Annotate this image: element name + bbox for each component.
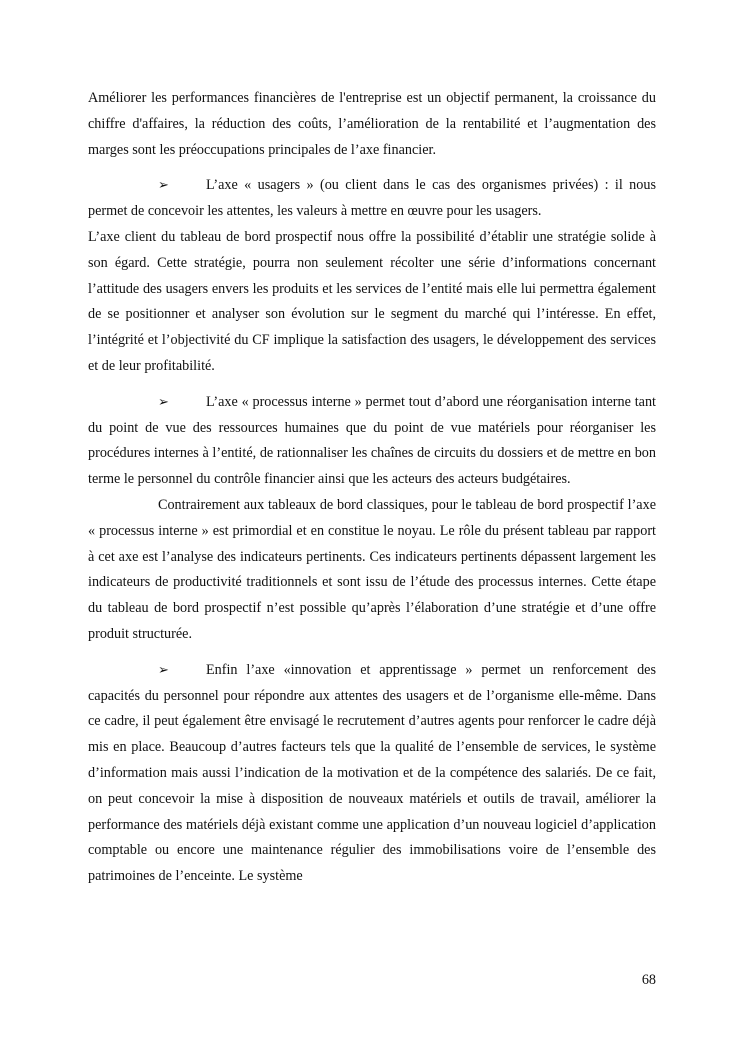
arrowhead-bullet-icon: ➢: [158, 178, 169, 194]
paragraph-gap: [88, 648, 656, 658]
paragraph-processus-interne: Contrairement aux tableaux de bord classiques, pour le tableau de bord prospectif l’axe « processus interne » est primordial et en constitue le noyau. Le rôle du présent tableau par rapport à cet axe est l’analyse des indicateurs pertinents. Ces indicateurs pertinents dépassent largement les indicateurs de productivité traditionnels et sont issu de l’étude des processus internes. Cette étape du tableau de bord prospectif n’est possible qu’après l’élaboration d’une stratégie et d’une offre produit structurée.: [88, 496, 656, 642]
arrowhead-bullet-icon: ➢: [158, 394, 169, 410]
paragraph-gap: [88, 163, 656, 173]
bullet-axe-innovation-text: Enfin l’axe «innovation et apprentissage » permet un renforcement des capacités du personnel pour répondre aux attentes des usagers et de l’organisme elle-même. Dans ce cadre, il peut également être envisagé le recrutement d’autres agents pour renforcer le cadre déjà mis en place. Beaucoup d’autres facteurs tels que la qualité de l’ensemble de services, le système d’information mais aussi l’indication de la motivation et de la compétence des salariés. De ce fait, on peut concevoir la mise à disposition de nouveaux matériels et outils de travail, améliorer la performance des matériels déjà existant comme une application d’un nouveau logiciel d’application comptable ou encore une maintenance régulier des immobilisations voire de l’ensemble des patrimoines de l’enceinte. Le système: [88, 661, 656, 885]
body-text: [88, 86, 656, 890]
arrowhead-bullet-icon: ➢: [158, 662, 169, 678]
paragraph-gap: [88, 380, 656, 390]
bullet-axe-usagers-text: L’axe « usagers » (ou client dans le cas des organismes privées) : il nous permet de concevoir les attentes, les valeurs à mettre en œuvre pour les usagers.: [88, 177, 656, 220]
bullet-axe-processus-interne: [88, 390, 656, 493]
bullet-axe-innovation: [88, 658, 656, 890]
bullet-axe-processus-interne-text: L’axe « processus interne » permet tout d’abord une réorganisation interne tant du point de vue des ressources humaines que du point de vue matériels pour réorganiser les procédures internes à l’entité, de rationnaliser les chaînes de circuits du dossiers et de mettre en bon terme le personnel du contrôle financier ainsi que les acteurs des acteurs budgétaires.: [88, 393, 656, 488]
page-number: 68: [641, 972, 656, 988]
bullet-axe-usagers: [88, 173, 656, 225]
paragraph-axe-client: L’axe client du tableau de bord prospectif nous offre la possibilité d’établir une stratégie solide à son égard. Cette stratégie, pourra non seulement récolter une série d’informations concernant l’attitude des usagers envers les produits et les services de l’entité mais elle lui permettra également de se positionner et analyser son évolution sur le segment du marché qui l’intéresse. En effet, l’intégrité et l’objectivité du CF implique la satisfaction des usagers, le développement des services et de leur profitabilité.: [88, 228, 656, 374]
paragraph-axe-financier: Améliorer les performances financières de l'entreprise est un objectif permanent, la croissance du chiffre d'affaires, la réduction des coûts, l’amélioration de la rentabilité et l’augmentation des marges sont les préoccupations principales de l’axe financier.: [88, 90, 656, 158]
